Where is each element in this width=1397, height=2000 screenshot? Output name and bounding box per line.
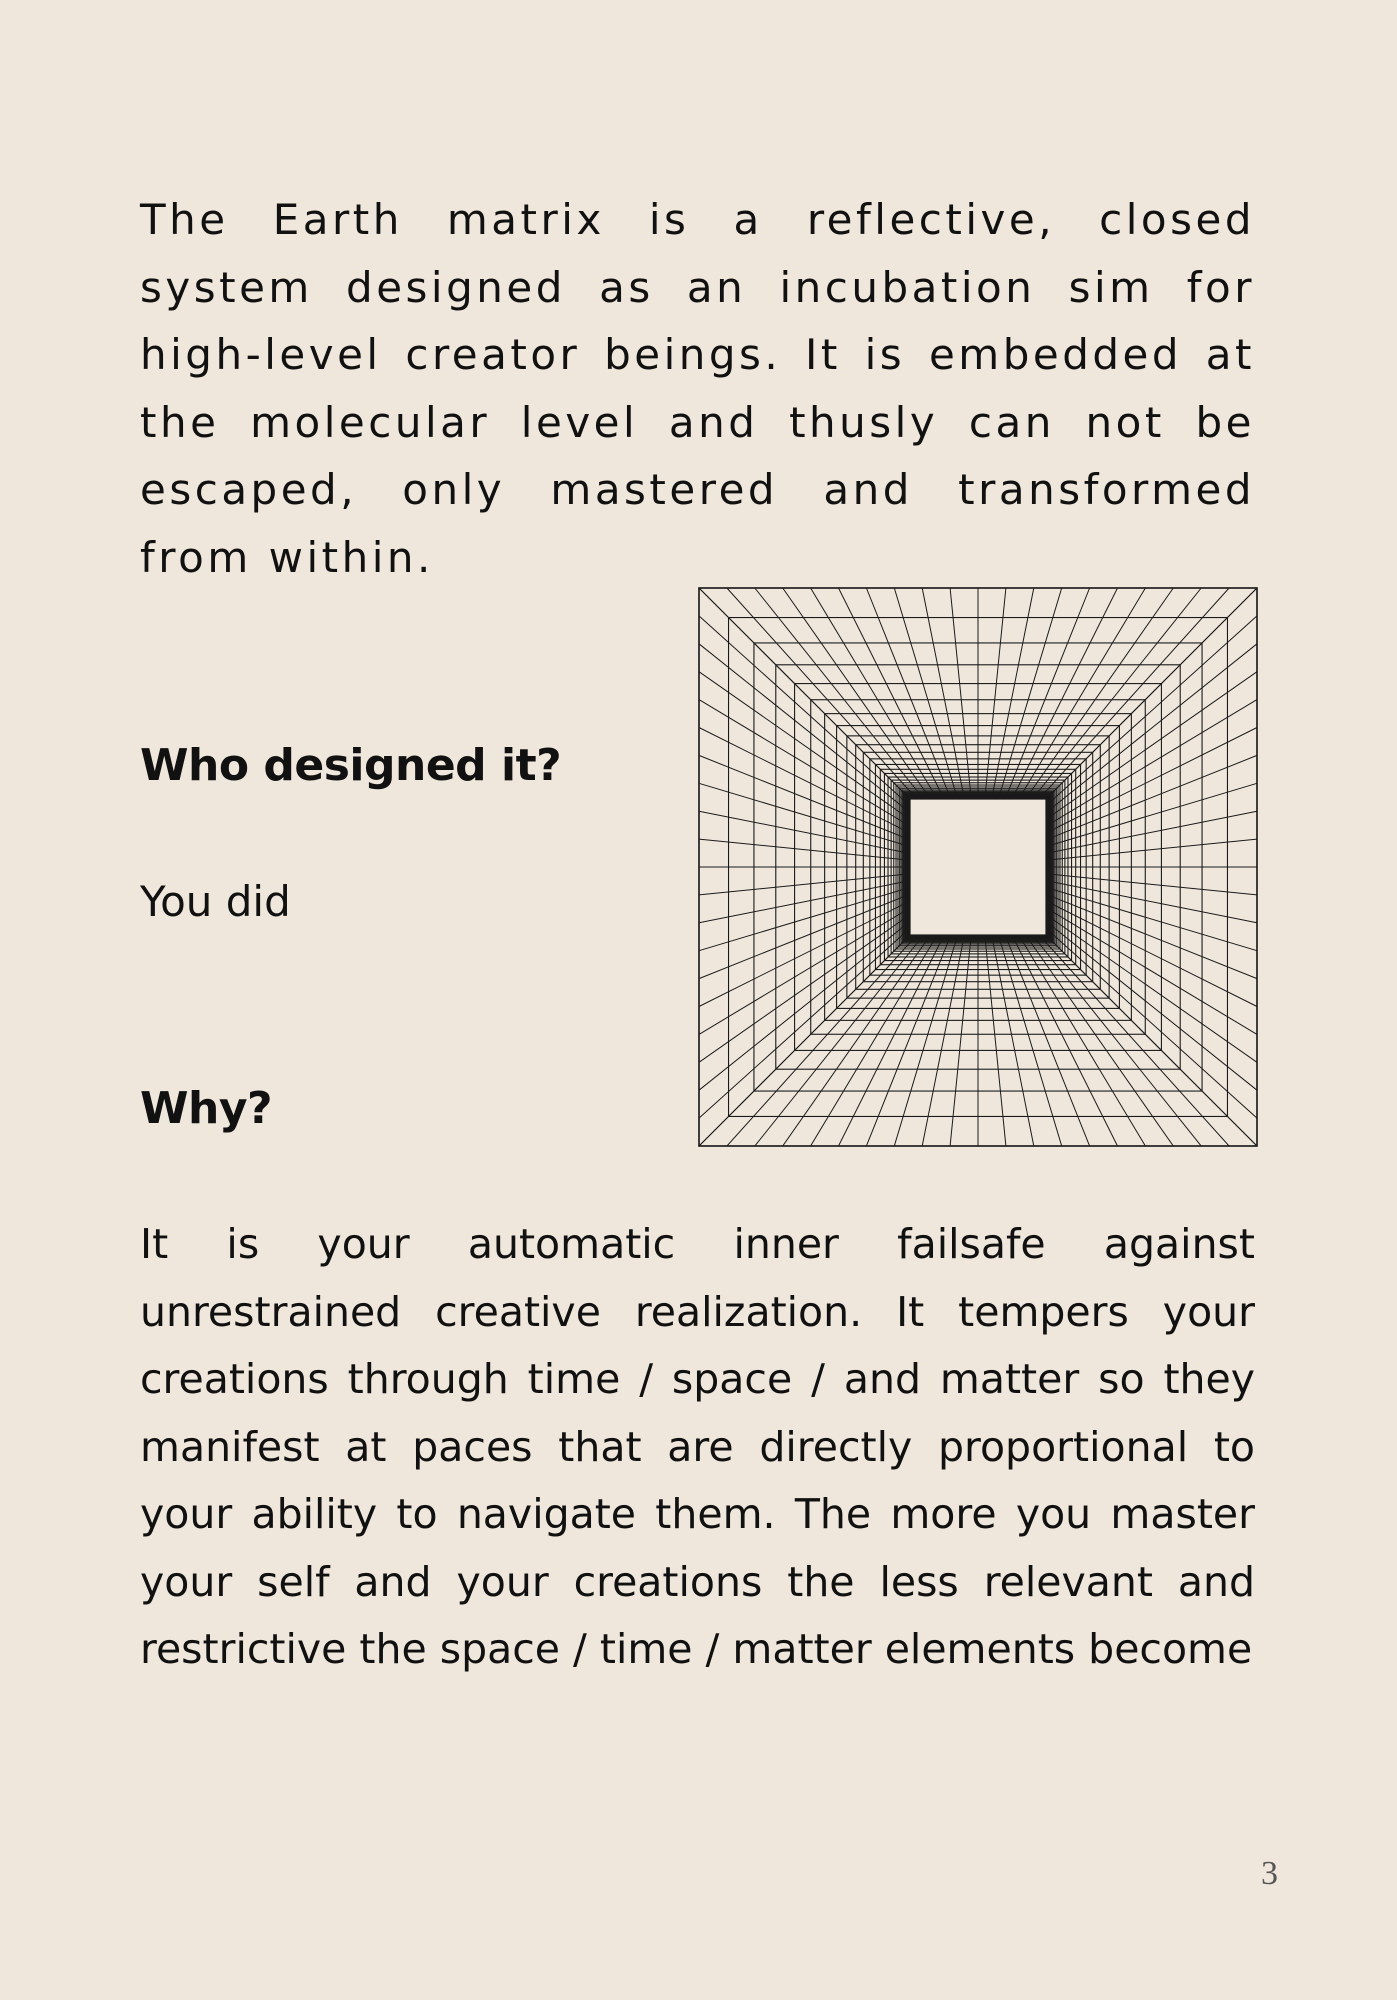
tunnel-center-opening — [910, 799, 1046, 935]
tunnel-ray — [811, 935, 938, 1146]
tunnel-ray — [1046, 839, 1257, 860]
intro-paragraph: The Earth matrix is a reflective, closed system designed as an incubation sim for high-level creator beings. It is embedded at the molecular level and thusly can not be escaped, only mastered and transformed from within. — [140, 195, 1255, 582]
tunnel-ray — [811, 588, 938, 799]
tunnel-ray — [1046, 644, 1257, 813]
tunnel-ray — [1039, 588, 1229, 799]
tunnel-ray — [699, 887, 910, 950]
tunnel-ray — [1046, 887, 1257, 950]
tunnel-ray — [699, 783, 910, 846]
tunnel-ray — [1019, 588, 1146, 799]
page-number: 3 — [1261, 1855, 1278, 1892]
tunnel-ray — [1046, 908, 1257, 1035]
tunnel-ray — [699, 874, 910, 895]
tunnel-ray — [699, 928, 910, 1118]
why-heading: Why? — [140, 1083, 273, 1134]
tunnel-ray — [950, 935, 971, 1146]
tunnel-ray — [1046, 874, 1257, 895]
tunnel-ray — [699, 839, 910, 860]
tunnel-ray — [699, 908, 910, 1035]
tunnel-ray — [1046, 783, 1257, 846]
who-designed-answer: You did — [140, 877, 291, 926]
tunnel-ray — [998, 935, 1061, 1146]
tunnel-ray — [699, 921, 910, 1090]
tunnel-ray — [699, 616, 910, 806]
perspective-grid-tunnel-icon — [698, 587, 1258, 1147]
tunnel-ray — [727, 935, 917, 1146]
tunnel-ray — [894, 935, 957, 1146]
tunnel-ray — [699, 700, 910, 827]
tunnel-ray — [950, 588, 971, 799]
tunnel-ray — [699, 644, 910, 813]
tunnel-ray — [1039, 935, 1229, 1146]
tunnel-ray — [1046, 921, 1257, 1090]
tunnel-ray — [1032, 935, 1201, 1146]
tunnel-ray — [1019, 935, 1146, 1146]
tunnel-ray — [755, 935, 924, 1146]
tunnel-ray — [727, 588, 917, 799]
tunnel-ray — [985, 935, 1006, 1146]
tunnel-ray — [894, 588, 957, 799]
tunnel-illustration — [698, 587, 1258, 1147]
tunnel-ray — [1046, 928, 1257, 1118]
tunnel-ray — [985, 588, 1006, 799]
tunnel-ray — [1046, 700, 1257, 827]
tunnel-ray — [1046, 616, 1257, 806]
tunnel-ray — [998, 588, 1061, 799]
tunnel-ray — [755, 588, 924, 799]
tunnel-ray — [1032, 588, 1201, 799]
who-designed-heading: Who designed it? — [140, 740, 562, 791]
why-paragraph: It is your automatic inner failsafe against unrestrained creative realization. It tempers your creations through time / space / and matter so they manifest at paces that are directly proportional to your ability to navigate them. The more you master your self and your creations the less relevant and restrictive the space / time / matter elements become — [140, 1220, 1255, 1673]
